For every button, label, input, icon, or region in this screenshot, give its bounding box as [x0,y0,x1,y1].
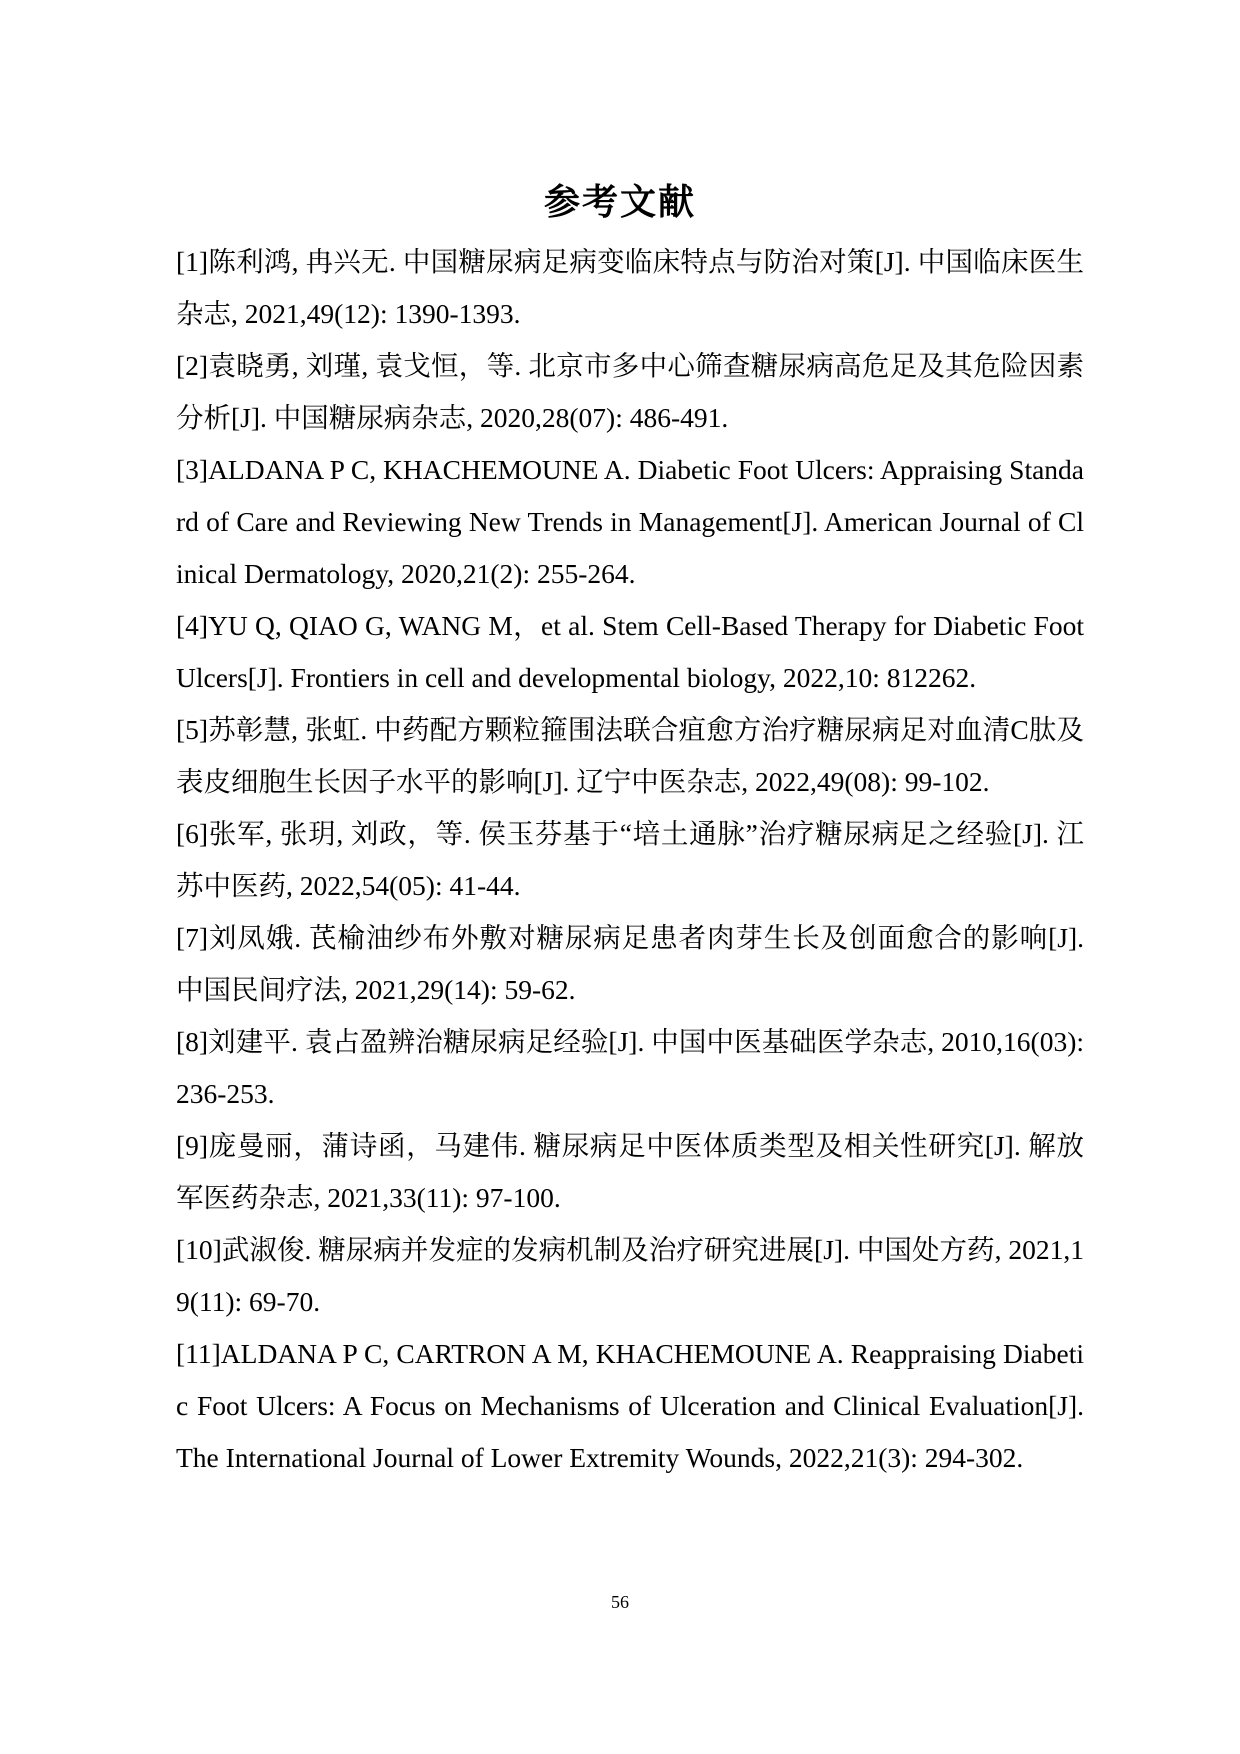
reference-item-2: [2]袁晓勇, 刘瑾, 袁戈恒，等. 北京市多中心筛查糖尿病高危足及其危险因素分析[J]. 中国糖尿病杂志, 2020,28(07): 486-491. [176,350,1084,433]
reference-item-8: [8]刘建平. 袁占盈辨治糖尿病足经验[J]. 中国中医基础医学杂志, 2010,16(03): 236-253. [176,1026,1084,1109]
reference-item-1: [1]陈利鸿, 冉兴无. 中国糖尿病足病变临床特点与防治对策[J]. 中国临床医生杂志, 2021,49(12): 1390-1393. [176,246,1084,329]
reference-item-11: [11]ALDANA P C, CARTRON A M, KHACHEMOUNE A. Reappraising Diabetic Foot Ulcers: A Focus on Mechanisms of Ulceration and Clinical Evaluation[J]. The International Journal of Lower Extremity Wounds, 2022,21(3): 294-302. [176,1338,1084,1473]
reference-item-4: [4]YU Q, QIAO G, WANG M，et al. Stem Cell-Based Therapy for Diabetic Foot Ulcers[J]. Frontiers in cell and developmental biology, 2022,10: 812262. [176,610,1084,693]
reference-item-7: [7]刘凤娥. 芪榆油纱布外敷对糖尿病足患者肉芽生长及创面愈合的影响[J]. 中国民间疗法, 2021,29(14): 59-62. [176,922,1084,1005]
reference-item-3: [3]ALDANA P C, KHACHEMOUNE A. Diabetic Foot Ulcers: Appraising Standard of Care and Reviewing New Trends in Management[J]. American Journal of Clinical Dermatology, 2020,21(2): 255-264. [176,454,1084,589]
reference-item-9: [9]庞曼丽，蒲诗函，马建伟. 糖尿病足中医体质类型及相关性研究[J]. 解放军医药杂志, 2021,33(11): 97-100. [176,1130,1084,1213]
reference-item-6: [6]张军, 张玥, 刘政，等. 侯玉芬基于“培土通脉”治疗糖尿病足之经验[J]. 江苏中医药, 2022,54(05): 41-44. [176,818,1084,901]
reference-item-10: [10]武淑俊. 糖尿病并发症的发病机制及治疗研究进展[J]. 中国处方药, 2021,19(11): 69-70. [176,1234,1084,1317]
page-number: 56 [611,1592,629,1612]
reference-item-5: [5]苏彰慧, 张虹. 中药配方颗粒箍围法联合疽愈方治疗糖尿病足对血清C肽及表皮细胞生长因子水平的影响[J]. 辽宁中医杂志, 2022,49(08): 99-102. [176,714,1084,797]
reference-list [176,236,1084,1484]
page-title: 参考文献 [543,182,696,223]
